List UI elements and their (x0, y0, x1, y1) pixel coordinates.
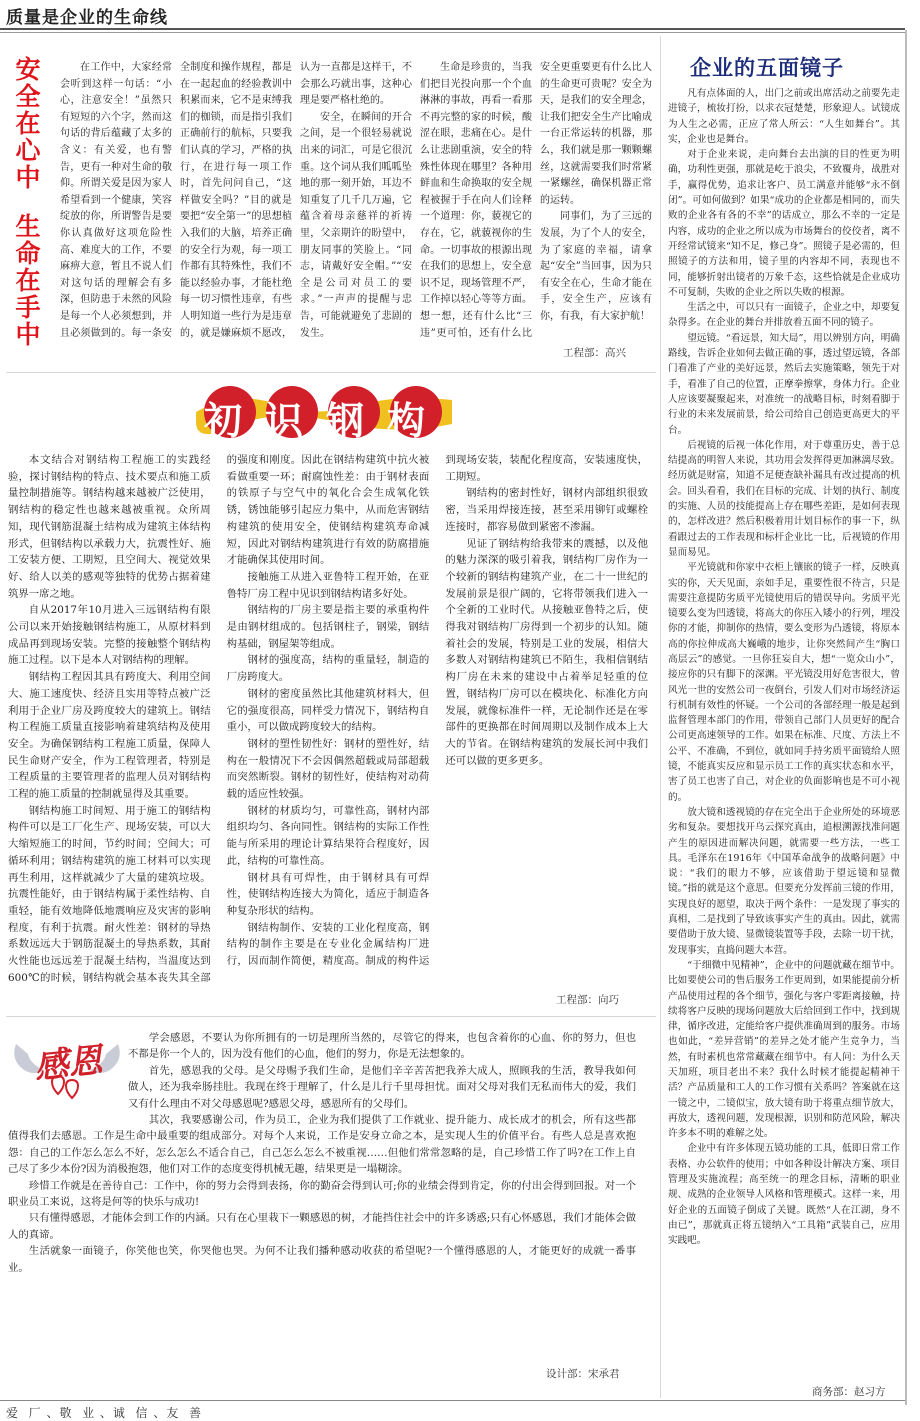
steel-signature: 工程部：向巧 (556, 994, 619, 1006)
steel-banner (196, 382, 452, 442)
mirror-paragraph: “于细微中见精神”，企业中的问题就藏在细节中。比如要使公司的售后服务工作更周到，如果能提前分析产品使用过程的各个细节，强化与客户零距离接触，持续将客户反映的现场问题放大后给回到工作中，找到规律，循序改进，定能给客户提供准确周到的服务。市场也如此，“差异营销”的差异之处才能产生竞争力，当然，有时素机也常常藏藏在细节中。有人问：为什么天天加班，项目老出不来？我什么时候才能提起精神干活？产品质量和工人的工作习惯有关系吗？答案就在这一镜之中，二镜似宝，放大镜有助于将重点细节放大，再放大，透视问题，发现根源，识别和防范风险，解决许多本不明的难解之处。 (668, 959, 900, 1140)
page-header (0, 0, 905, 26)
gratitude-article (8, 1030, 636, 1276)
steel-paragraph: 钢材的强度高，结构的重量轻，制造的厂房跨度大。 (226, 654, 430, 684)
steel-paragraph: 见证了钢结构给我带来的震撼，以及他的魅力深深的吸引着我，钢结构厂房作为一个较新的钢结构建筑产业，在二十一世纪的发展前景是很广阔的，它将带领我们进入一个全新的工业时代。从接触亚鲁特之后，使得我对钢结构厂房得到一个初步的认知。随着社会的发展，特别是工业的发展，相信大多数人对钢结构建筑已不陌生，我相信钢结构厂房在未来的建设中占着举足轻重的位置，钢结构厂房可以在模块化、标准化方向发展，就像标准件一样，无论制作还是在零部件的更换都在时间周期以及制作成本上大大的节省。在钢结构建筑的发展长河中我们还可以做的更多更多。 (445, 537, 648, 767)
safety-headline-line-2: 生命在手中 (12, 213, 41, 348)
steel-paragraph: 接触施工从进入亚鲁特工程开始，在亚鲁特厂房工程中见识到钢结构诸多好处。 (226, 570, 430, 600)
safety-paragraph: 同事们，为了三远的发展，为了个人的安全，为了家庭的幸福，请拿起“安全”当回事，因为只有安全在心，生命才能在手，安全生产，应该有你，有我，有大家护航！ (540, 211, 652, 322)
mirror-paragraph: 放大镜和透视镜的存在完全出于企业所处的环境恶劣和复杂。要想找开乌云探究真由，追根溯源找准问题产生的原因进而解决问题，就需要一些方法，一些工具。毛泽东在1916年《中国革命战争的战略问题》中说：“我们的眼力不够，应该借助于望远镜和显微镜。”指的就是这个意思。但要充分发挥前三镜的作用，实现良好的愿望，取决于两个条件：一是发现了事实的真相，二是找到了导致该事实产生的真由。因此，就需要借助于放大镜、显微镜装置等手段，去除一切干扰，发现事实，直捣问题大本营。 (668, 806, 900, 956)
mirror-paragraph: 平光镜就和你家中衣柜上镶嵌的镜子一样，反映真实的你，天天见面，亲如手足，重要性很不待言，只是需要注意提防劣质平光镜使用后的错误导向。劣质平光镜要么变为凹透镜，将高大的你压入矮小的行列，埋没你的才能，抑制你的热情，要么变形为凸透镜，将原本高的你拉伸成高大巍峨的地步，让你突然间产生“胸口高层云”的感觉。一旦你狂妄自大，想“一览众山小”，接应你的只有脚下的深渊。平光镜没用好危害很大，曾风光一世的安然公司一夜倒台，引发人们对市场经济运行机制有效性的怀疑。一个公司的各部经理一般是起到监督管理本部门的作用，带领自己部门人员更好的配合公司更高速领导的工作。如果在标准、尺度、方法上不公平、不准确，不到位，就如同手持劣质平面镜给人照镜，不能真实反应和显示员工工作的真实状态和水平，害了员工也害了自己，对企业的负面影响也是不可小视的。 (668, 562, 900, 803)
steel-paragraph: 钢结构的密封性好，钢材内部组织很致密，当采用焊接连接，甚至采用铆钉或螺栓连接时，都容易做到紧密不渗漏。 (445, 487, 648, 533)
gratitude-paragraph: 其次，我要感谢公司，作为员工，企业为我们提供了工作就业、提升能力、成长成才的机会，所有这些都值得我们去感恩。工作是生命中最重要的组成部分。对每个人来说，工作是安身立命之本，是实现人生的价值平台。有些人总是喜欢抱怨：自己的工作怎么怎么不好，怎么怎么不适合自己，自己怎么怎么不被重视……但他们常常忽略的是，自己珍惜工作了吗?在工作上自己尽了多少本份?因为消极抱怨，他们对工作的态度变得机械无趣，结果更是一塌糊涂。 (8, 1114, 636, 1176)
mirror-paragraph: 凡有点体面的人，出门之前或出席活动之前要先走进镜子，梳妆打扮，以求衣冠楚楚，形象迎人。试镜成为人生之必需，正应了常人所云：“人生如舞台”。其实，企业也是舞台。 (668, 88, 900, 145)
gratitude-paragraph: 生活就象一面镜子，你笑他也笑，你哭他也哭。为何不让我们播种感动收获的希望呢?一个懂得感恩的人，才能更好的成就一番事业。 (8, 1245, 636, 1274)
mirror-paragraph: 望远镜。“看远景，知大局”，用以辨别方向，明确路线，告诉企业如何去做正确的事，透过望远镜，各部门看准了产业的美好远景，然后去实施策略，领先于对手，看准了自己的位置，正摩拳擦掌，身体力行。企业人应该要凝聚起来，对准统一的战略目标，时刻看脚于行业的未来发展前景，给公司给自己创造更高更大的平台。 (668, 332, 900, 436)
steel-paragraph: 钢结构的厂房主要是指主要的承重构件是由钢材组成的。包括钢柱子，钢梁，钢结构基础，钢屋架等组成。 (226, 604, 430, 650)
steel-paragraph: 钢结构施工时间短、用于施工的钢结构构件可以是工厂化生产、现场安装，可以大大缩短施工的时间，节约时间；空间大；可循环利用；钢结构建筑的施工材料可以实现再生利用，这样就减少了大量的建筑垃圾。抗震性能好，由于钢结构属于柔性结构、自重轻，能有效地降低地震响应及灾害的影响程度，有利于抗震。耐火性差：钢材的导热系数远远大于钢筋混凝土的导热系数，其耐火性能也远远差于混凝土结构，当温度达到600℃的时候，钢结构就会基本丧失其全部的强度和刚度。因此在钢结构建筑中抗火被看做重要一环；耐腐蚀性差：由于钢材表面的铁原子与空气中的氧化合会生成氧化铁锈，锈蚀能够引起应力集中，从而危害钢结构建筑的使用安全，使钢结构建筑寿命减短，因此对钢结构建筑进行有效的防腐措施才能确保其使用时间。 (8, 454, 430, 984)
mirror-paragraph: 生活之中，可以只有一面镜子，企业之中，却要复杂得多。在企业的舞台并排放着五面不同的镜子。 (668, 302, 900, 329)
mirror-paragraph: 企业中有许多体现五镜功能的工具，低即日常工作表格、办公软件的使用；中如各种设计解决方案、项目管理及实施流程；高至统一的理念目标，清晰的职业规、成熟的企业领导人风格和管理模式。这样一来，用好企业的五面镜子倒成了关键。既然“人在江湖，身不由已”，那就真正将五镜纳入“工具箱”武装自己，应用实践吧。 (668, 1143, 900, 1247)
steel-paragraph: 本文结合对钢结构工程施工的实践经验，探讨钢结构的特点、技术要点和施工质量控制措施等。钢结构越来越被广泛使用，钢结构的稳定性也越来越被重视。众所周知，现代钢筋混凝土结构成为建筑主体结构形式，但钢结构以承载力大，抗震性好、施工安装方便、工期短，且空间大、视觉效果好、给人以美的感观等独特的优势占据着建筑界一席之地。 (8, 454, 211, 600)
footer-motto: 爱 厂 、敬 业 、诚 信 、友 善 (6, 1406, 202, 1420)
steel-article (8, 452, 648, 992)
steel-paragraph: 钢材的塑性韧性好：钢材的塑性好，结构在一般情况下不会因偶然超载或局部超载而突然断裂。钢材的韧性好，使结构对动荷载的适应性较强。 (226, 737, 430, 801)
safety-paragraph: 在工作中，大家经常会听到这样一句话：“小心，注意安全！”虽然只有短短的六个字，然而这句话的背后蕴藏了太多的含义：有关爱，也有警告，更有一种对生命的敬仰。所谓关爱是因为家人希望看到一个健康，笑容绽放的你，所谓警告是要你认真做好这项危险性高、难度大的工作，不要麻痹大意，暂且不说人们对这句话的理解会有多深，但防患于未然的风险是每一个人必须想到，并且必须做到的。每一条安全制度和操作规程，都是在一起起血的经验教训中积累而来，它不是束缚我们的枷锁，而是指引我们正确前行的航标，只要我们认真的学习，严格的执行，在进行每一项工作时，首先问问自己，“这样做安全吗？”目的就是要把“安全第一”的思想植入我们的大脑，培养正确的安全行为观，每一项工作都有其特殊性，我们不能以经验办事，才能杜绝每一切习惯性违章，有些人明知道一些行为是违章的，就是嫌麻烦不愿改，认为一直都是这样干，不会那么巧就出事，这种心理是要严格杜绝的。 (60, 62, 412, 339)
gratitude-paragraph: 首先，感恩我的父母。是父母赐予我们生命，是他们辛辛苦苦把我养大成人，照顾我的生活，教导我如何做人，还为我牵肠挂肚。我现在终于理解了，什么是儿行千里母担忧。面对父母对我们无私而伟大的爱，我们又有什么理由不对父母感恩呢?感恩父母，感恩所有的父母们。 (128, 1064, 636, 1110)
steel-paragraph: 钢材的密度虽然比其他建筑材料大，但它的强度很高，同样受力情况下，钢结构自重小，可以做成跨度较大的结构。 (226, 687, 430, 734)
steel-bottom-divider (6, 1016, 656, 1017)
safety-headline (8, 56, 41, 348)
steel-paragraph: 自从2017年10月进入三远钢结构有限公司以来开始接触钢结构施工，从原材料到成品再到现场安装。完整的接触整个钢结构施工过程。以下是本人对钢结构的理解。 (8, 604, 211, 667)
header-rule-thin (0, 32, 905, 33)
steel-paragraph: 钢材的材质均匀，可靠性高，钢材内部组织均匀、各向同性。钢结构的实际工作性能与所采用的理论计算结果符合程度好，因此，结构的可靠性高。 (226, 804, 430, 867)
safety-article (60, 60, 652, 344)
safety-bottom-divider (6, 372, 656, 373)
gratitude-paragraph: 珍惜工作就是在善待自己：工作中，你的努力会得到表扬，你的勤奋会得到认可;你的业绩会得到肯定，你的付出会得到回报。对一个职业员工来说，这将是何等的快乐与成功! (8, 1179, 636, 1209)
mirror-article (668, 86, 900, 1249)
mirror-signature: 商务部：赵习方 (812, 1386, 886, 1398)
gratitude-signature: 设计部：宋承君 (546, 1368, 620, 1380)
gratitude-paragraph: 学会感恩，不要认为你所拥有的一切是理所当然的，尽管它的得来，也包含着你的心血、你的努力，但也不都是你一个人的，因为没有他们的心血，他们的努力，你是无法想象的。 (128, 1032, 636, 1061)
mirror-paragraph: 后视镜的后视一体化作用，对于尊重历史，善于总结提高的明智人来说，其功用会发挥得更加淋漓尽致。经历就是财富，知道不足便查缺补漏具有改过提高的机会。回头看看，我们在目标的完成、计划的执行、制度的实施、人员的技能提高上存在哪些差距，是如何表现的，怎样改进？然后积极着用计划目标作的事一下，纵看跟过去的工作表现和标杆企业比一比，后视镜的作用显而易见。 (668, 439, 900, 558)
steel-paragraph: 钢结构制作、安装的工业化程度高，钢结构的制作主要是在专业化金属结构厂进行，因而制作简便，精度高。制成的构件运到现场安装，装配化程度高，安装速度快，工期短。 (226, 454, 648, 968)
safety-signature: 工程部：高兴 (563, 347, 626, 359)
right-edge-rule (905, 30, 907, 1405)
safety-paragraph: 安全，在瞬间的开合之间，是一个很轻易就说出来的词汇，可是它很沉重。这个词从我们呱呱坠地的那一刻开始，耳边不知重复了几千几万遍，它蕴含着母亲慈祥的祈祷里，父亲期许的盼望中，朋友同事的笑脸上。“同志，请戴好安全帽。”“安全是公司对员工的要求。”一声声的提醒与忠告，可能就避免了悲剧的发生。 (300, 111, 412, 339)
footer-rule (0, 1400, 905, 1401)
mirror-paragraph: 对于企业来说，走向舞台去出演的目的性更为明确，功利性更强，那就是屹于浪尖，不致覆舟，战胜对手，赢得优势，追求让客户、员工满意并能够“永不倒闭”。可如何做到？如果“成功的企业都是相同的，而失败的企业各有各的不幸”的话成立，那么不幸的一定是内容，成功的企业之所以成为市场舞台的佼佼者，离不开经常试镜来“知不足，修己身”。照镜子是必需的，但照镜子的方法和用，镜子里的内容却不同，表现也不同，能够折射出镜者的万象千态，这些恰就是企业成功不可复制，失败的企业之所以失败的根源。 (668, 149, 900, 298)
steel-paragraph: 钢结构工程因其具有跨度大、利用空间大、施工速度快、经济且实用等特点被广泛利用于企业厂房及跨度较大的建筑上。钢结构工程施工质量直接影响着建筑结构及使用安全。为确保钢结构工程施工质量，保障人民生命财产安全，作为工程管理者，特别是工程质量的主要管理者的监理人员对钢结构工程的施工质量的控制就显得及其重要。 (8, 671, 211, 801)
gratitude-logo-text: 感恩 (32, 1040, 105, 1088)
steel-paragraph: 钢材具有可焊性，由于钢材具有可焊性，使钢结构连接大为简化，适应于制造各种复杂形状的结构。 (226, 871, 430, 917)
safety-headline-line-1: 安全在心中 (12, 56, 41, 191)
header-rule (0, 28, 905, 30)
mirror-title: 企业的五面镜子 (690, 55, 844, 80)
page-title: 质量是企业的生命线 (6, 8, 168, 28)
column-divider (660, 36, 661, 1398)
steel-banner-text: 初识钢构 (204, 399, 449, 443)
safety-paragraph: 生命是珍贵的，当我们把目光投向那一个个血淋淋的事故，再看一看那不再完整的家的时候，酸涩在眼，悲痛在心。是什么让悲剧重演，安全的特殊性体现在哪里？各种用鲜血和生命换取的安全规程被握于手在向人们诠释一个道理：你，藐视它的存在，它，就藐视你的生命。一切事故的根源出现在我们的思想上，安全意识不足，现场管理不严，工作掉以轻心等等方面。想一想，还有什么比“三违”更可怕，还有什么比安全更重要更有什么比人的生命更可贵呢？安全为天，是我们的安全理念，让我们把安全生产比喻成一台正常运转的机器，那么，我们就是那一颗颗螺丝，这就需要我们时常紧一紧螺丝，确保机器正常的运转。 (420, 62, 652, 339)
gratitude-paragraph: 只有懂得感恩，才能体会到工作的内涵。只有在心里栽下一颗感恩的树，才能挡住社会中的许多诱惑;只有心怀感恩，我们才能体会做人的真谛。 (8, 1212, 636, 1241)
